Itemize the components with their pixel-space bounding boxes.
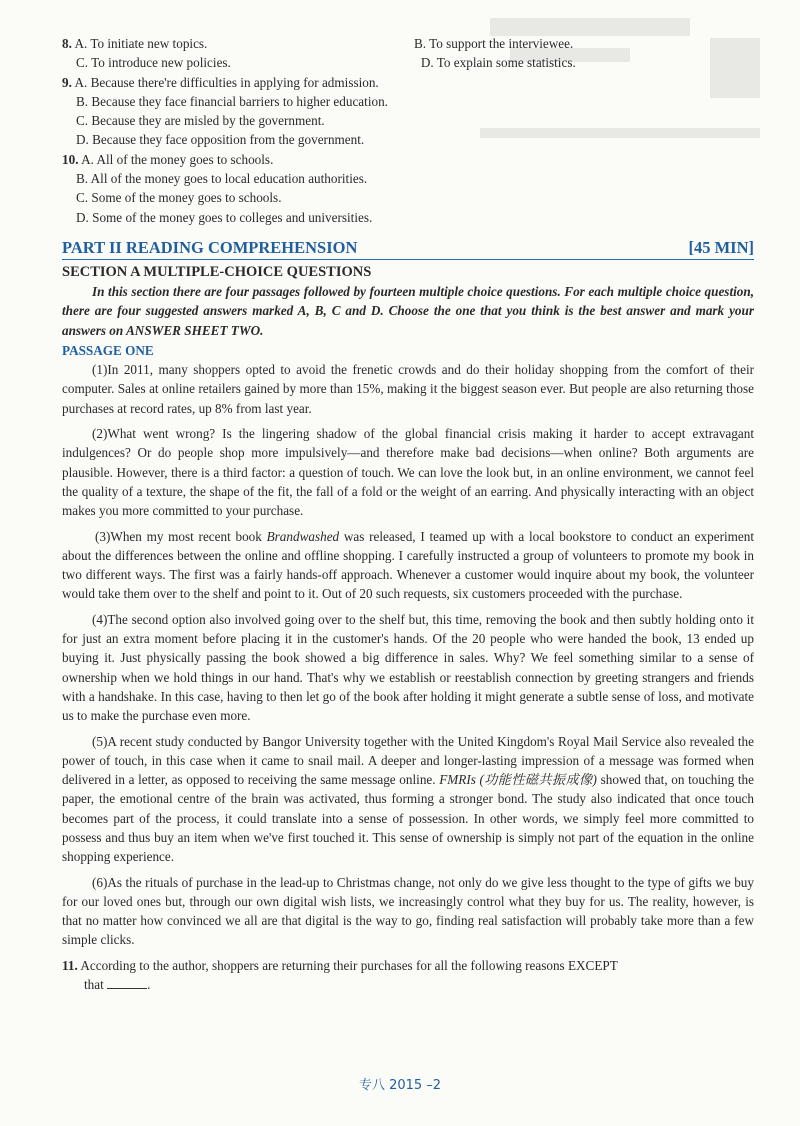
option-c: C. Some of the money goes to schools. [76,190,282,206]
option-a [62,73,754,92]
option-text: B. To support the interviewee. [414,36,574,51]
option-a [62,150,754,169]
question-continuation [62,975,754,994]
paragraph-5: (5)A recent study conducted by Bangor University together with the United Kingdom's Royal Mail Service also revealed the power of touch, in this case when it came to snail mail. A deeper and longer-lasting impression of a message was formed when delivered in a letter, as opposed to receiving the same message online. FMRIs (功能性磁共振成像) showed that, on touching the paper, the emotional centre of the brain was activated, thus forming a stronger bond. The study also indicated that once touch becomes part of the process, it could translate into a sense of possession. In other words, we simply feel more committed to possess and thus buy an item when we've first touched it. This sense of ownership is simply not part of the equation in the online shopping experience. [62,733,755,865]
paragraph-6: (6)As the rituals of purchase in the lead-up to Christmas change, not only do we give less thought to the type of gifts we buy for our loved ones but, through our own digital wish lists, we increasingly control what they buy for us. The reality, however, is that no matter how convinced we all are that digital is the way to go, finding real satisfaction will probably take more than a few simple clicks. [62,874,754,948]
question-11 [62,956,754,995]
instructions: In this section there are four passages followed by fourteen multiple choice questions. For each multiple choice question, there are four suggested answers marked A, B, C and D. Choose the one that you think is the best answer and mark your answers on ANSWER SHEET TWO. [62,283,754,338]
paragraph-1: (1)In 2011, many shoppers opted to avoid the frenetic crowds and do their holiday shopping from the comfort of their computer. Sales at online retailers gained by more than 15%, making it the biggest season ever. But people are also returning those purchases at record rates, up 8% from last year. [62,362,754,416]
option-text: C. To introduce new policies. [76,55,231,71]
option-b: B. All of the money goes to local education authorities. [76,171,368,187]
question-10 [62,150,754,227]
passage-title: PASSAGE ONE [62,342,154,358]
option-row [62,53,754,72]
page-content [62,34,754,994]
paragraph-3: (3)When my most recent book Brandwashed was released, I teamed up with a local bookstore to conduct an experiment about the differences between the online and offline shopping. I carefully instructed a group of volunteers to promote my book in two different ways. The first was a fairly hands-off approach. Whenever a customer would inquire about my book, the volunteer would take them over to the shelf and point to it. Out of 20 such requests, six customers proceeded with the purchase. [62,528,755,602]
question-8 [62,34,754,73]
italic-term: FMRIs [439,772,476,788]
question-text: According to the author, shoppers are returning their purchases for all the following reasons EXCEPT [80,957,618,973]
page-footer: 专八 2015 –2 [358,1078,442,1093]
option-b [414,34,754,53]
option-d: D. Because they face opposition from the government. [76,132,365,148]
question-number: 9. [62,74,72,90]
question-9 [62,73,754,150]
option-text: A. All of the money goes to schools. [81,151,274,167]
option-a [62,34,414,53]
part-time: [45 MIN] [688,237,754,257]
question-number: 11. [62,957,78,973]
option-text: A. Because there're difficulties in applying for admission. [74,74,379,90]
part-title: PART II READING COMPREHENSION [62,237,358,257]
option-d [421,53,754,72]
question-end: . [147,977,151,993]
question-text: that [84,977,104,993]
option-b: B. Because they face financial barriers to higher education. [76,93,388,109]
italic-term: (功能性磁共振成像) [479,772,597,788]
option-c: C. Because they are misled by the government. [76,113,325,129]
option-d: D. Some of the money goes to colleges and universities. [76,209,373,225]
option-c [62,53,421,72]
question-number: 10. [62,151,79,167]
option-text: D. To explain some statistics. [420,55,576,71]
paragraph-4: (4)The second option also involved going over to the shelf but, this time, removing the book and then subtly holding onto it for just an extra moment before placing it in the customer's hands. Of the 20 people who were handed the book, 13 ended up buying it. Just physically passing the book showed a big difference in sales. Why? We feel something similar to a sense of ownership when we hold things in our hand. That's why we establish or reestablish connection by greeting strangers and friends with a handshake. In this case, having to then let go of the book after holding it might generate a subtle sense of loss, and motivate us to make the purchase even more. [62,611,754,724]
section-heading: SECTION A MULTIPLE-CHOICE QUESTIONS [62,263,372,280]
option-text: A. To initiate new topics. [74,36,208,51]
option-row [62,34,754,53]
question-number: 8. [62,36,72,51]
part-heading [62,237,754,260]
italic-term: Brandwashed [266,528,340,544]
question-stem [62,956,754,975]
paragraph-2: (2)What went wrong? Is the lingering shadow of the global financial crisis making it harder to accept extravagant indulgences? Or do people shop more impulsively—and therefore make bad decisions—when online? Both arguments are plausible. However, there is a third factor: a question of touch. We can love the look but, in an online environment, we cannot feel the quality of a texture, the shape of the fit, the fall of a fold or the weight of an earring. And physically interacting with an object makes you more committed to your purchase. [62,426,754,519]
answer-blank [107,976,147,989]
